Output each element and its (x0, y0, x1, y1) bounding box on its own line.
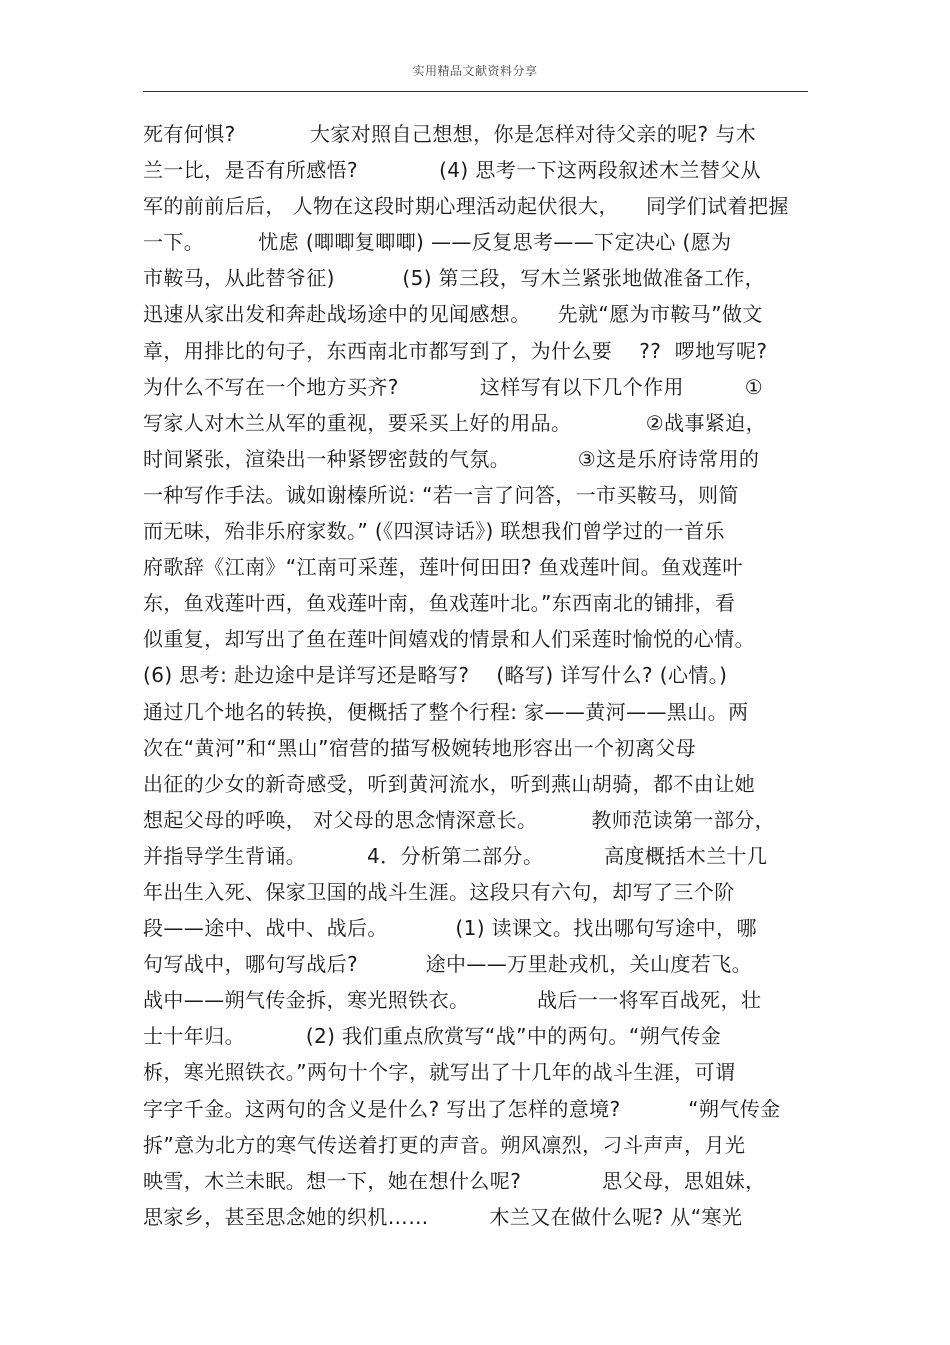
text-line: 映雪，木兰未眠。想一下，她在想什么呢? 思父母，思姐妹， (143, 1168, 766, 1193)
text-line: 战中——朔气传金拆，寒光照铁衣。 战后一一将军百战死，壮 (143, 988, 762, 1013)
text-line: 字字千金。这两句的含义是什么? 写出了怎样的意境? “朔气传金 (143, 1096, 781, 1121)
text-line: 句写战中，哪句写战后? 途中——万里赴戎机，关山度若飞。 (143, 952, 752, 977)
text-line: 为什么不写在一个地方买齐? 这样写有以下几个作用 ① (143, 374, 764, 399)
text-line: 迅速从家出发和奔赴战场途中的见闻感想。 先就“愿为市鞍马”做文 (143, 302, 763, 327)
text-line: 士十年归。 (2) 我们重点欣赏写“战”中的两句。“朔气传金 (143, 1024, 722, 1049)
text-line: 想起父母的呼唤， 对父母的思念情深意长。 教师范读第一部分， (143, 807, 776, 832)
header-divider (143, 91, 808, 92)
text-line: 兰一比，是否有所感悟? (4) 思考一下这两段叙述木兰替父从 (143, 158, 761, 183)
text-line: (6) 思考: 赴边途中是详写还是略写? (略写) 详写什么? (心情。) (143, 663, 728, 688)
text-line: 一下。 忧虑 (唧唧复唧唧) ——反复思考——下定决心 (愿为 (143, 230, 732, 255)
document-body (143, 116, 818, 1235)
text-line: 似重复，却写出了鱼在莲叶间嬉戏的情景和人们采莲时愉悦的心情。 (143, 627, 755, 652)
text-line: 出征的少女的新奇感受，听到黄河流水，听到燕山胡骑，都不由让她 (143, 771, 755, 796)
text-line: 通过几个地名的转换，便概括了整个行程: 家——黄河——黑山。两 (143, 699, 749, 724)
text-line: 段——途中、战中、战后。 (1) 读课文。找出哪句写途中，哪 (143, 916, 757, 941)
text-line: 时间紧张，渲染出一种紧锣密鼓的气氛。 ③这是乐府诗常用的 (143, 446, 760, 471)
text-line: 府歌辞《江南》“江南可采莲，莲叶何田田? 鱼戏莲叶间。鱼戏莲叶 (143, 555, 743, 580)
text-line: 写家人对木兰从军的重视，要采买上好的用品。 ②战事紧迫， (143, 410, 767, 435)
text-line: 东，鱼戏莲叶西，鱼戏莲叶南，鱼戏莲叶北。”东西南北的铺排，看 (143, 591, 736, 616)
text-line: 并指导学生背诵。 4．分析第二部分。 高度概括木兰十几 (143, 843, 768, 868)
text-line: 市鞍马，从此替爷征) (5) 第三段，写木兰紧张地做准备工作， (143, 266, 766, 291)
text-line: 年出生入死、保家卫国的战斗生涯。这段只有六句，却写了三个阶 (143, 879, 735, 904)
text-line: 章，用排比的句子，东西南北市都写到了，为什么要 ?? 啰地写呢? (143, 338, 768, 363)
text-line: 次在“黄河”和“黑山”宿营的描写极婉转地形容出一个初离父母 (143, 735, 697, 760)
text-line: 拆”意为北方的寒气传送着打更的声音。朔风凛烈，刁斗声声，月光 (143, 1132, 746, 1157)
text-line: 死有何惧? 大家对照自己想想，你是怎样对待父亲的呢? 与木 (143, 122, 757, 146)
text-line: 柝，寒光照铁衣。”两句十个字，就写出了十几年的战斗生涯，可谓 (143, 1060, 736, 1085)
text-line: 而无味，殆非乐府家数。” (《四溟诗话》) 联想我们曾学过的一首乐 (143, 519, 725, 544)
text-line: 一种写作手法。诚如谢榛所说: “若一言了问答，一市买鞍马，则简 (143, 482, 739, 507)
text-line: 思家乡，甚至思念她的织机…… 木兰又在做什么呢? 从“寒光 (143, 1204, 743, 1229)
text-line: 军的前前后后， 人物在这段时期心理活动起伏很大， 同学们试着把握 (143, 194, 789, 219)
page-header: 实用精品文献资料分享 (412, 64, 538, 78)
